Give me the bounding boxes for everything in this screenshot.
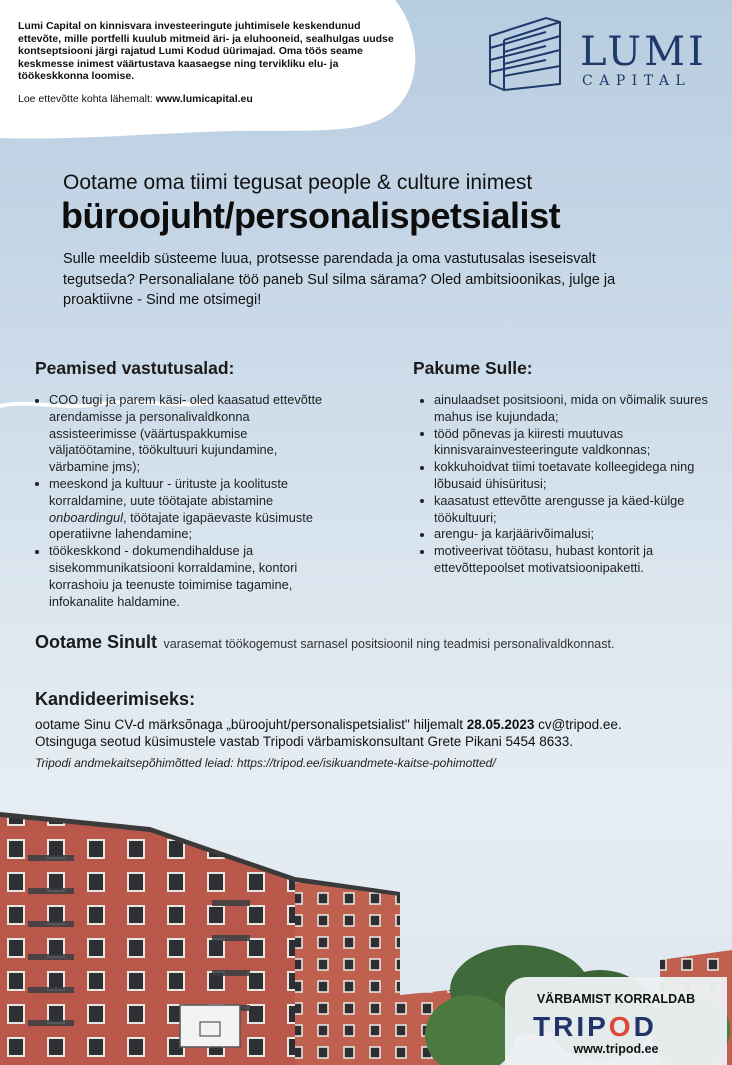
tripod-logo-text-b: D — [633, 1011, 657, 1042]
list-item: töökeskkond - dokumendihalduse ja sisekommunikatsiooni korraldamine, kontori korrashoiu ja teenuste toimimise tagamine, infokanalite haldamine. — [35, 543, 335, 610]
headline-intro: Ootame oma tiimi tegusat people & culture inimest — [63, 171, 533, 194]
tripod-logo-text-a: TRIP — [533, 1011, 609, 1042]
job-title: büroojuht/personalispetsialist — [61, 195, 561, 236]
apply-contact-line: Otsinguga seotud küsimustele vastab Tripodi värbamiskonsultant Grete Pikani 5454 8633. — [35, 733, 574, 749]
list-item: COO tugi ja parem käsi- oled kaasatud ettevõtte arendamisse ja personalivaldkonna assisteerimisse (väärtuspakkumise väljatöötamine, töökultuuri kujundamine, värbamine jms); — [35, 392, 335, 476]
requirements-heading: Ootame Sinult — [35, 632, 158, 652]
recruiter-badge — [505, 977, 727, 1065]
company-link-line — [18, 93, 253, 105]
responsibilities-heading: Peamised vastutusalad: — [35, 358, 235, 378]
tripod-website-link[interactable]: www.tripod.ee — [573, 1042, 659, 1056]
list-item: motiveerivat töötasu, hubast kontorit ja ettevõttepoolset motivatsioonipaketti. — [420, 543, 710, 577]
responsibilities-list — [35, 392, 335, 610]
lead-paragraph: Sulle meeldib süsteeme luua, protsesse parendada ja oma vastutusalas iseseisvalt tegutseda? Personalialane töö paneb Sul silma särama? Oled ambitsioonikas, julge ja proaktiivne - Sind me otsimegi! — [63, 251, 616, 308]
offer-heading: Pakume Sulle: — [413, 358, 533, 378]
apply-deadline: 28.05.2023 — [466, 717, 535, 732]
list-item: kaasatust ettevõtte arengusse ja käed-külge töökultuuri; — [420, 493, 710, 527]
list-item: arengu- ja karjäärivõimalusi; — [420, 526, 710, 543]
apply-email-link[interactable]: cv@tripod.ee. — [538, 717, 622, 732]
list-item-emphasis: onboardingul — [49, 509, 124, 525]
list-item — [35, 476, 335, 543]
company-website-link[interactable]: www.lumicapital.eu — [155, 93, 253, 105]
offer-list — [420, 392, 710, 577]
tripod-logo — [533, 1011, 657, 1043]
lumi-logo-subtitle: CAPITAL — [582, 73, 692, 89]
apply-line1: ootame Sinu CV-d märksõnaga „büroojuht/personalispetsialist" hiljemalt — [35, 717, 464, 732]
company-link-prefix: Loe ettevõtte kohta lähemalt: — [18, 93, 153, 105]
lumi-logo-word: LUMI — [580, 29, 707, 75]
list-item: kokkuhoidvat tiimi toetavate kolleegidega ning lõbusaid ühisüritusi; — [420, 459, 710, 493]
list-item: tööd põnevas ja kiiresti muutuvas kinnisvarainvesteeringute valdkonnas; — [420, 426, 710, 460]
list-item: ainulaadset positsiooni, mida on võimalik suures mahus ise kujundada; — [420, 392, 710, 426]
privacy-link[interactable]: Tripodi andmekaitsepõhimõtted leiad: https://tripod.ee/isikuandmete-kaitse-pohimotted/ — [35, 756, 496, 770]
tripod-logo-ring-icon: O — [608, 1011, 634, 1042]
recruiter-badge-title: VÄRBAMIST KORRALDAB — [536, 992, 696, 1006]
list-item-text-rest: , töötajate igapäevaste küsimuste operatiivne lahendamine; — [49, 509, 313, 542]
requirements-text: varasemat töökogemust sarnasel positsioonil ning teadmisi personalivaldkonnast. — [163, 637, 615, 651]
apply-heading: Kandideerimiseks: — [35, 689, 196, 709]
requirements-line — [35, 632, 614, 653]
company-intro: Lumi Capital on kinnisvara investeeringute juhtimisele keskendunud ettevõte, mille portfelli kuulub mitmeid äri- ja eluhooneid, sealhulgas uudse kontseptsiooni järgi rajatud Lumi Kodud üürimajad. Oma töös seame keskmesse inimest väärtustava kaasaegse ning tervikliku elu- ja töökeskkonna loomise. — [18, 20, 394, 82]
apply-instructions — [35, 717, 715, 750]
list-item-text: meeskond ja kultuur - ürituste ja koolituste korraldamine, uute töötajate abistamine — [49, 475, 288, 508]
